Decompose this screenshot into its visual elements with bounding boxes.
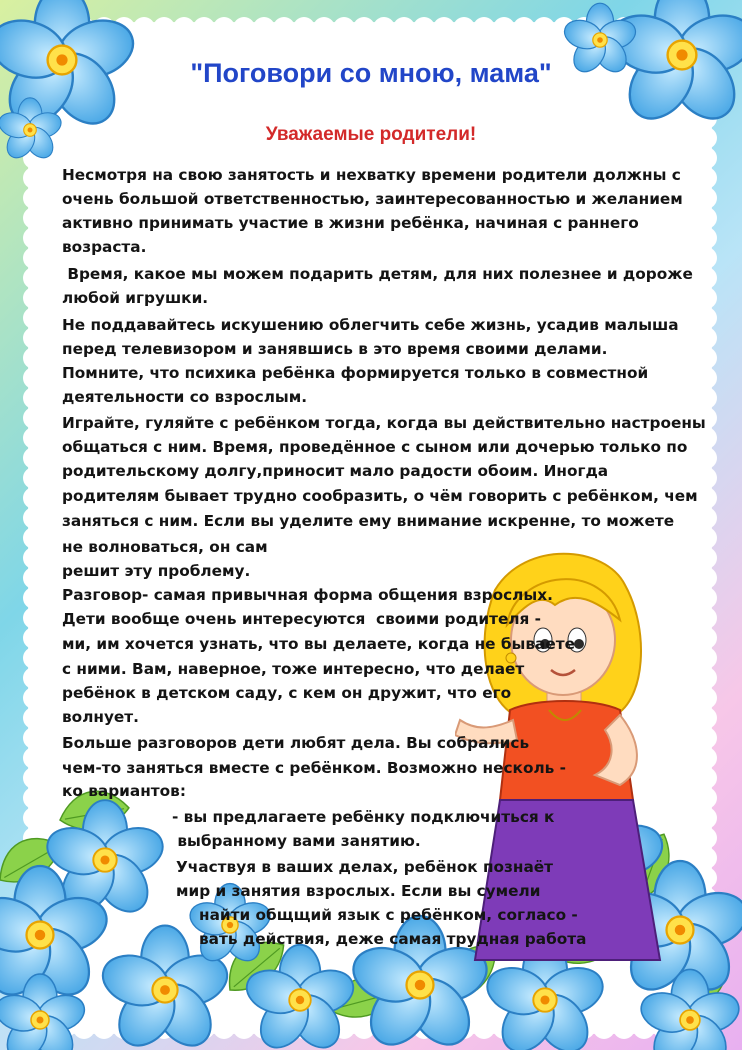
text-line: Играйте, гуляйте с ребёнком тогда, когда вы действительно настроены: [62, 414, 706, 432]
text-line: Несмотря на свою занятость и нехватку времени родители должны с: [62, 166, 681, 184]
text-line: мир и занятия взрослых. Если вы сумели: [176, 882, 541, 900]
text-line: чем-то заняться вместе с ребёнком. Возможно несколь -: [62, 759, 566, 777]
text-line: выбранному вами занятию.: [172, 832, 421, 850]
text-line: решит эту проблему.: [62, 562, 251, 580]
text-line: Больше разговоров дети любят дела. Вы собрались: [62, 734, 530, 752]
text-line: деятельности со взрослым.: [62, 388, 308, 406]
page-subtitle: Уважаемые родители!: [265, 124, 477, 145]
text-line: найти общщий язык с ребёнком, согласо -: [199, 906, 578, 924]
text-line: активно принимать участие в жизни ребёнка, начиная с раннего: [62, 214, 639, 232]
text-line: Время, какое мы можем подарить детям, для них полезнее и дороже: [62, 265, 693, 283]
text-line: Участвуя в ваших делах, ребёнок познаёт: [176, 858, 554, 876]
text-line: Разговор- самая привычная форма общения взрослых.: [62, 586, 553, 604]
text-line: ребёнок в детском саду, с кем он дружит, что его: [62, 684, 512, 702]
text-line: не волноваться, он сам: [62, 538, 268, 556]
text-line: возраста.: [62, 238, 147, 256]
text-line: - вы предлагаете ребёнку подключиться к: [172, 808, 555, 826]
text-line: Помните, что психика ребёнка формируется только в совместной: [62, 364, 649, 382]
text-line: Не поддавайтесь искушению облегчить себе жизнь, усадив малыша: [62, 316, 679, 334]
text-line: очень большой ответственностью, заинтересованностью и желанием: [62, 190, 683, 208]
text-line: общаться с ним. Время, проведённое с сыном или дочерью только по: [62, 438, 688, 456]
text-line: ми, им хочется узнать, что вы делаете, когда не бываете: [62, 635, 575, 653]
text-line: родителям бывает трудно сообразить, о чём говорить с ребёнком, чем: [62, 487, 698, 505]
text-line: волнует.: [62, 708, 139, 726]
text-line: заняться с ним. Если вы уделите ему внимание искренне, то можете: [62, 512, 675, 530]
text-line: перед телевизором и занявшись в это время своими делами.: [62, 340, 608, 358]
text-line: любой игрушки.: [62, 289, 209, 307]
text-line: родительскому долгу,приносит мало радости обоим. Иногда: [62, 462, 609, 480]
text-line: с ними. Вам, наверное, тоже интересно, что делает: [62, 660, 525, 678]
text-line: ко вариантов:: [62, 782, 186, 800]
text-line: вать действия, деже самая трудная работа: [199, 930, 587, 948]
page-title: "Поговори со мною, мама": [190, 58, 552, 88]
text-line: Дети вообще очень интересуются своими родителя -: [62, 610, 542, 628]
